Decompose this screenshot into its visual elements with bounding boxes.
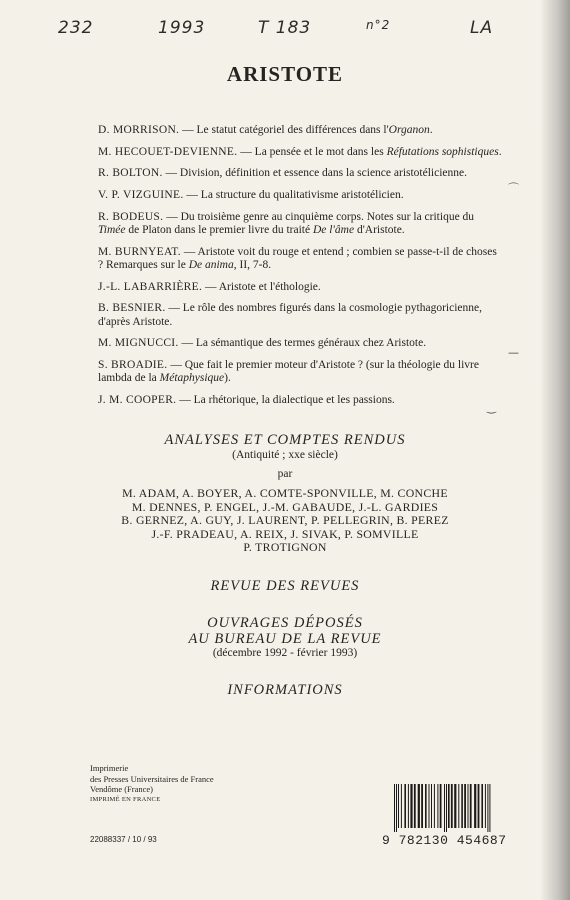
handwritten-note: 1993 (158, 18, 206, 38)
pencil-tick-mark: — (508, 346, 519, 359)
toc-author: M. MIGNUCCI. (98, 337, 179, 350)
toc-author: M. BURNYEAT. (98, 245, 181, 258)
ouvrages-heading-line2: AU BUREAU DE LA REVUE (188, 631, 382, 647)
isbn-barcode (392, 784, 527, 832)
handwritten-note: T 183 (258, 18, 312, 38)
toc-article-title: — Division, définition et essence dans la science aristotélicienne. (162, 167, 468, 180)
reviewer-line: J.-F. PRADEAU, A. REIX, J. SIVAK, P. SOMVILLE (151, 526, 419, 541)
toc-article-title: — Que fait le premier moteur d'Aristote ? (sur la théologie du livre lambda de la Métaphysique). (98, 358, 479, 385)
toc-author: R. BODEUS. (98, 210, 164, 223)
toc-entry (98, 394, 503, 407)
toc-article-title: — Le rôle des nombres figurés dans la cosmologie pythagoricienne, d'après Aristote. (98, 302, 483, 328)
toc-entry (98, 302, 503, 328)
reviewer-line: M. DENNES, P. ENGEL, J.-M. GABAUDE, J.-L. GARDIES (131, 499, 439, 514)
imprint-line: Vendôme (France) (90, 784, 154, 794)
analyses-par: par (277, 468, 293, 480)
imprint-line: Imprimerie (90, 763, 129, 773)
ouvrages-dates: (décembre 1992 - février 1993) (212, 647, 358, 659)
toc-entry (98, 167, 503, 180)
imprint-line: des Presses Universitaires de France (90, 773, 214, 784)
print-code: 22088337 / 10 / 93 (90, 835, 157, 844)
toc-entry (98, 146, 503, 159)
toc-entry (98, 359, 503, 385)
toc-article-title: — Le statut catégoriel des différences dans l'Organon. (179, 124, 433, 136)
handwritten-note: 232 (58, 18, 94, 38)
toc-article-title: — La sémantique des termes généraux chez Aristote. (178, 337, 427, 350)
toc-author: B. BESNIER. (98, 302, 166, 315)
toc-author: S. BROADIE. (98, 358, 168, 371)
ouvrages-section (0, 615, 570, 659)
toc-article-title: — La structure du qualitativisme aristotélicien. (183, 189, 404, 202)
toc-author: J. M. COOPER. (98, 393, 177, 406)
analyses-subtitle: (Antiquité ; xxe siècle) (232, 449, 338, 461)
analyses-heading: ANALYSES ET COMPTES RENDUS (164, 432, 406, 448)
toc-author: V. P. VIZGUINE. (98, 189, 184, 202)
reviewer-line: B. GERNEZ, A. GUY, J. LAURENT, P. PELLEGRIN, B. PEREZ (121, 513, 449, 527)
reviewer-line: P. TROTIGNON (243, 540, 327, 554)
analyses-section (0, 432, 570, 555)
toc-entry (98, 211, 503, 237)
toc-article-title: — Aristote et l'éthologie. (202, 280, 321, 293)
toc-article-title: — Aristote voit du rouge et entend ; combien se passe-t-il de choses ? Remarques sur le De anima, II, 7-8. (98, 245, 497, 271)
toc-author: J.-L. LABARRIÈRE. (98, 280, 203, 293)
toc-article-title: — La rhétorique, la dialectique et les passions. (176, 393, 395, 406)
toc-article-title: — Du troisième genre au cinquième corps. Notes sur la critique du Timée de Platon dans le premier livre du traité De l'âme d'Aristote. (98, 210, 475, 237)
handwritten-annotations (58, 18, 518, 48)
toc-entry (98, 337, 503, 350)
handwritten-note: n°2 (366, 18, 391, 32)
toc-entry (98, 246, 503, 272)
journal-issue-title: ARISTOTE (226, 62, 344, 86)
revue-des-revues-heading: REVUE DES REVUES (210, 578, 360, 594)
informations-section (0, 682, 570, 699)
imprint-line: IMPRIMÉ EN FRANCE (90, 795, 161, 803)
toc-article-title: — La pensée et le mot dans les Réfutations sophistiques. (237, 145, 502, 158)
revue-des-revues-section (0, 578, 570, 595)
toc-author: D. MORRISON. (98, 124, 180, 136)
handwritten-note: LA (470, 18, 494, 38)
toc-entry (98, 189, 503, 202)
isbn-number: 9 782130 454687 (382, 833, 507, 848)
pencil-tick-mark: ‿ (487, 401, 496, 414)
printer-imprint (90, 763, 214, 805)
ouvrages-heading-line1: OUVRAGES DÉPOSÉS (207, 615, 363, 631)
reviewer-names (0, 487, 570, 555)
toc-entry (98, 281, 503, 294)
toc-entry (98, 124, 503, 137)
toc-author: R. BOLTON. (98, 167, 163, 180)
reviewer-line: M. ADAM, A. BOYER, A. COMTE-SPONVILLE, M. CONCHE (122, 486, 448, 500)
pencil-tick-mark: ⌒ (508, 182, 519, 195)
informations-heading: INFORMATIONS (227, 682, 343, 698)
toc-author: M. HECOUET-DEVIENNE. (98, 145, 238, 158)
table-of-contents (98, 124, 503, 416)
